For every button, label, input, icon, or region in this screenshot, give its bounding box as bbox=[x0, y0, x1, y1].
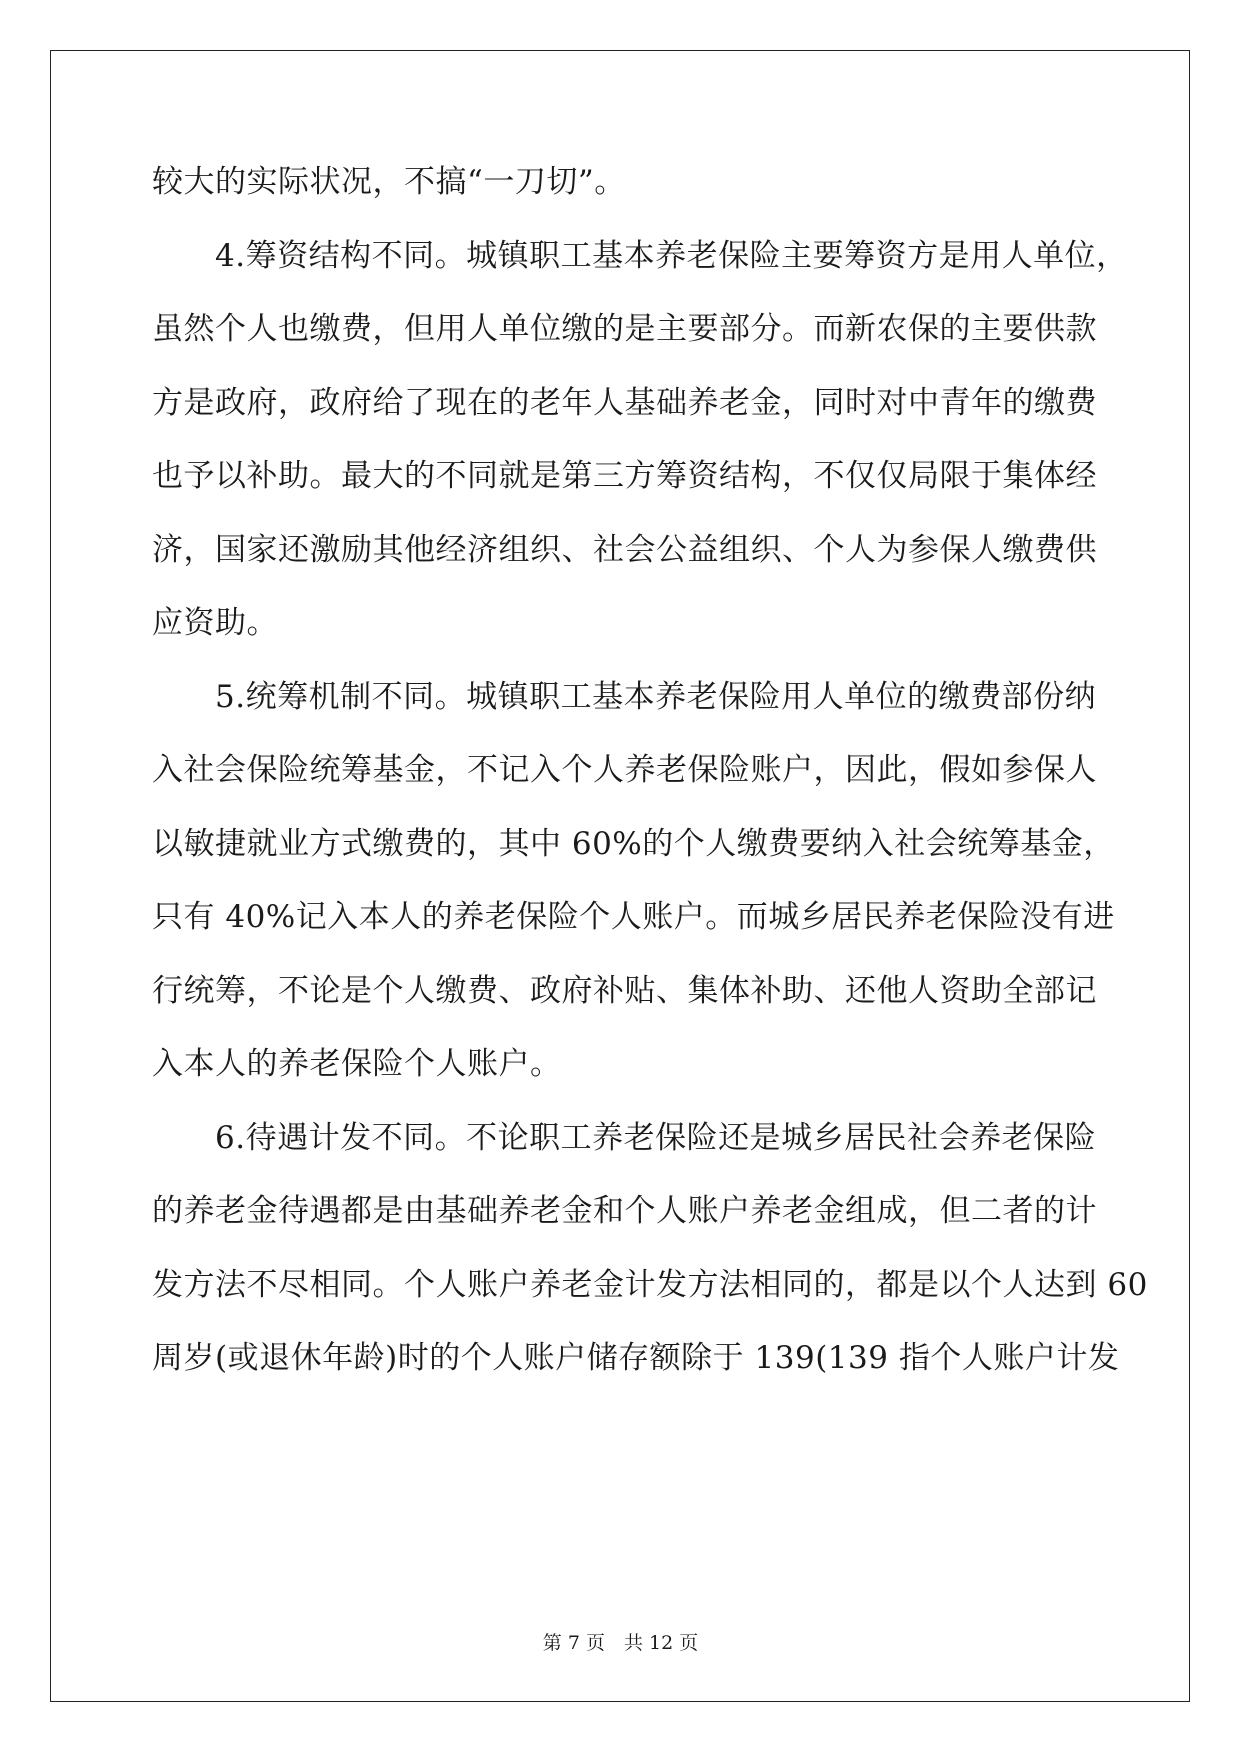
text-line: 济，国家还激励其他经济组织、社会公益组织、个人为参保人缴费供 bbox=[152, 531, 1097, 568]
text-line: 5.统筹机制不同。城镇职工基本养老保险用人单位的缴费部份纳 bbox=[152, 678, 1097, 715]
text-line: 也予以补助。最大的不同就是第三方筹资结构，不仅仅局限于集体经 bbox=[152, 458, 1097, 494]
text-line: 应资助。 bbox=[152, 605, 278, 641]
text-line: 发方法不尽相同。个人账户养老金计发方法相同的，都是以个人达到 60 bbox=[152, 1266, 1148, 1303]
document-body bbox=[152, 162, 1148, 1412]
text-line: 只有 40%记入本人的养老保险个人账户。而城乡居民养老保险没有进 bbox=[152, 899, 1115, 935]
text-line: 的养老金待遇都是由基础养老金和个人账户养老金组成，但二者的计 bbox=[152, 1193, 1097, 1229]
page-number-footer: 第 7 页 共 12 页 bbox=[542, 1632, 699, 1654]
text-line: 周岁(或退休年龄)时的个人账户储存额除于 139(139 指个人账户计发 bbox=[152, 1340, 1120, 1376]
text-line: 以敏捷就业方式缴费的，其中 60%的个人缴费要纳入社会统筹基金， bbox=[152, 825, 1115, 862]
text-line: 较大的实际状况，不搞“一刀切”。 bbox=[152, 164, 626, 200]
text-line: 6.待遇计发不同。不论职工养老保险还是城乡居民社会养老保险 bbox=[152, 1119, 1097, 1156]
text-line: 4.筹资结构不同。城镇职工基本养老保险主要筹资方是用人单位， bbox=[152, 237, 1128, 274]
text-line: 行统筹，不论是个人缴费、政府补贴、集体补助、还他人资助全部记 bbox=[152, 972, 1097, 1009]
text-line: 入社会保险统筹基金，不记入个人养老保险账户，因此，假如参保人 bbox=[152, 752, 1097, 788]
text-line: 虽然个人也缴费，但用人单位缴的是主要部分。而新农保的主要供款 bbox=[152, 311, 1097, 347]
text-line: 入本人的养老保险个人账户。 bbox=[152, 1046, 562, 1082]
text-line: 方是政府，政府给了现在的老年人基础养老金，同时对中青年的缴费 bbox=[152, 384, 1097, 421]
